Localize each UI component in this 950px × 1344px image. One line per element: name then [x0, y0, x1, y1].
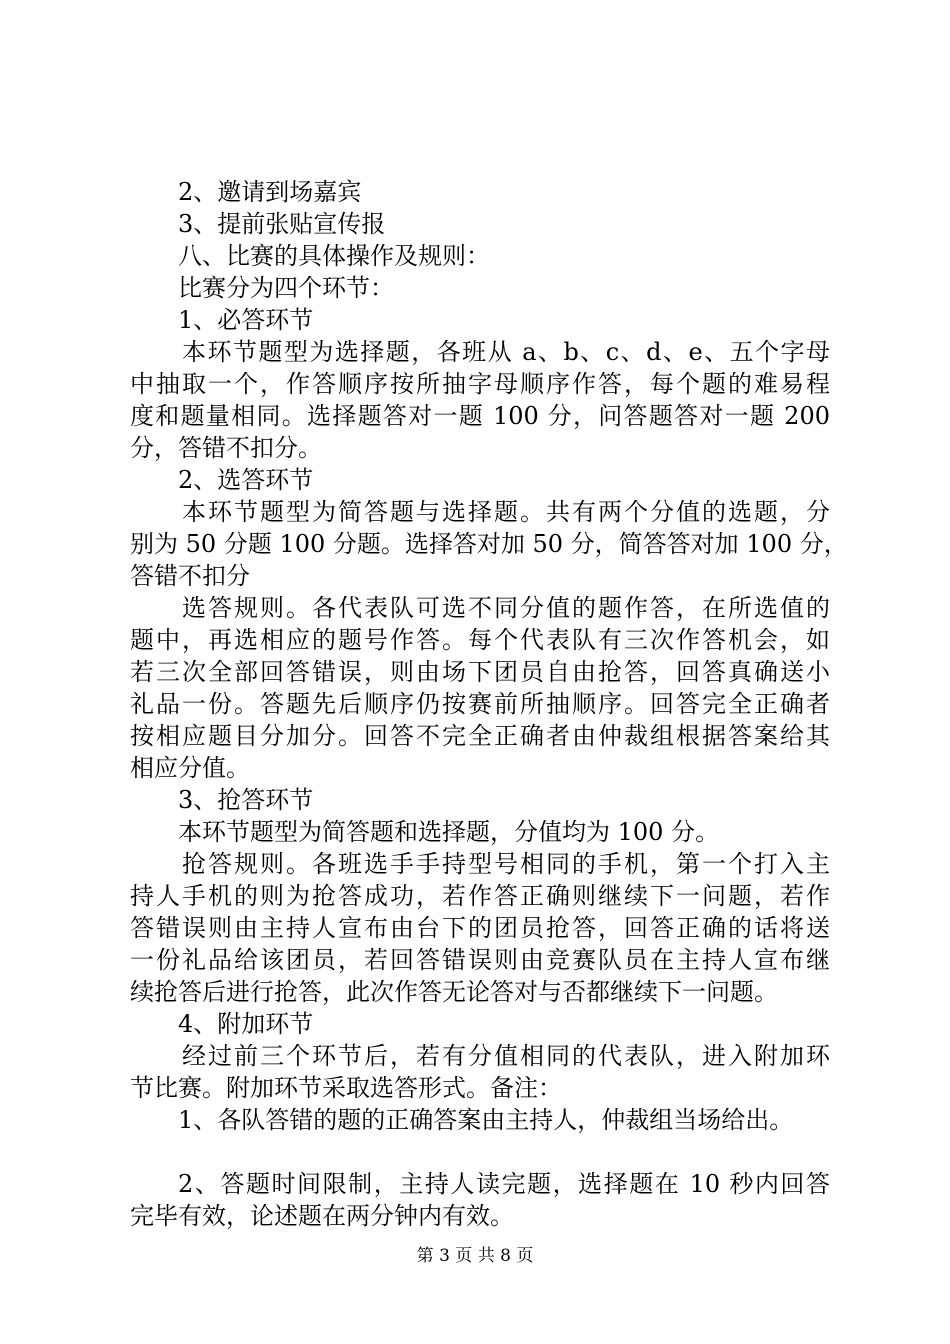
text-line: 选答规则。各代表队可选不同分值的题作答，在所选值的 [182, 594, 830, 622]
text-line: 完毕有效，论述题在两分钟内有效。 [130, 1202, 514, 1230]
text-line: 题中，再选相应的题号作答。每个代表队有三次作答机会，如 [130, 626, 830, 654]
text-line: 答错误则由主持人宣布由台下的团员抢答，回答正确的话将送 [130, 914, 830, 942]
text-line: 经过前三个环节后，若有分值相同的代表队，进入附加环 [182, 1042, 830, 1070]
text-line: 本环节题型为简答题与选择题。共有两个分值的选题，分 [182, 498, 830, 526]
text-line: 续抢答后进行抢答，此次作答无论答对与否都继续下一问题。 [130, 978, 778, 1006]
subsection-heading: 4、附加环节 [178, 1010, 314, 1038]
section-heading: 八、比赛的具体操作及规则： [178, 242, 490, 270]
text-line: 节比赛。附加环节采取选答形式。备注： [130, 1074, 562, 1102]
text-line: 答错不扣分 [130, 562, 250, 590]
subsection-heading: 1、必答环节 [178, 306, 314, 334]
page-number-footer: 第 3 页 共 8 页 [416, 1246, 534, 1266]
subsection-heading: 3、抢答环节 [178, 786, 314, 814]
text-line: 若三次全部回答错误，则由场下团员自由抢答，回答真确送小 [130, 658, 830, 686]
text-line: 比赛分为四个环节： [178, 274, 394, 302]
text-line: 度和题量相同。选择题答对一题 100 分，问答题答对一题 200 [130, 402, 830, 430]
text-line: 别为 50 分题 100 分题。选择答对加 50 分，简答答对加 100 分， [130, 530, 848, 558]
text-line: 中抽取一个，作答顺序按所抽字母顺序作答，每个题的难易程 [130, 370, 830, 398]
text-line: 相应分值。 [130, 754, 250, 782]
text-line: 一份礼品给该团员，若回答错误则由竞赛队员在主持人宣布继 [130, 946, 830, 974]
text-line: 2、答题时间限制，主持人读完题，选择题在 10 秒内回答 [178, 1170, 830, 1198]
text-line: 按相应题目分加分。回答不完全正确者由仲裁组根据答案给其 [130, 722, 830, 750]
text-line: 2、邀请到场嘉宾 [178, 178, 362, 206]
text-line: 持人手机的则为抢答成功，若作答正确则继续下一问题，若作 [130, 882, 830, 910]
text-line: 本环节题型为选择题，各班从 a、b、c、d、e、五个字母 [182, 338, 830, 366]
text-line: 分，答错不扣分。 [130, 434, 322, 462]
text-line: 3、提前张贴宣传报 [178, 210, 386, 238]
text-line: 1、各队答错的题的正确答案由主持人，仲裁组当场给出。 [178, 1106, 794, 1134]
subsection-heading: 2、选答环节 [178, 466, 314, 494]
text-line: 抢答规则。各班选手手持型号相同的手机，第一个打入主 [182, 850, 830, 878]
text-line: 礼品一份。答题先后顺序仍按赛前所抽顺序。回答完全正确者 [130, 690, 830, 718]
text-line: 本环节题型为简答题和选择题，分值均为 100 分。 [178, 818, 720, 846]
